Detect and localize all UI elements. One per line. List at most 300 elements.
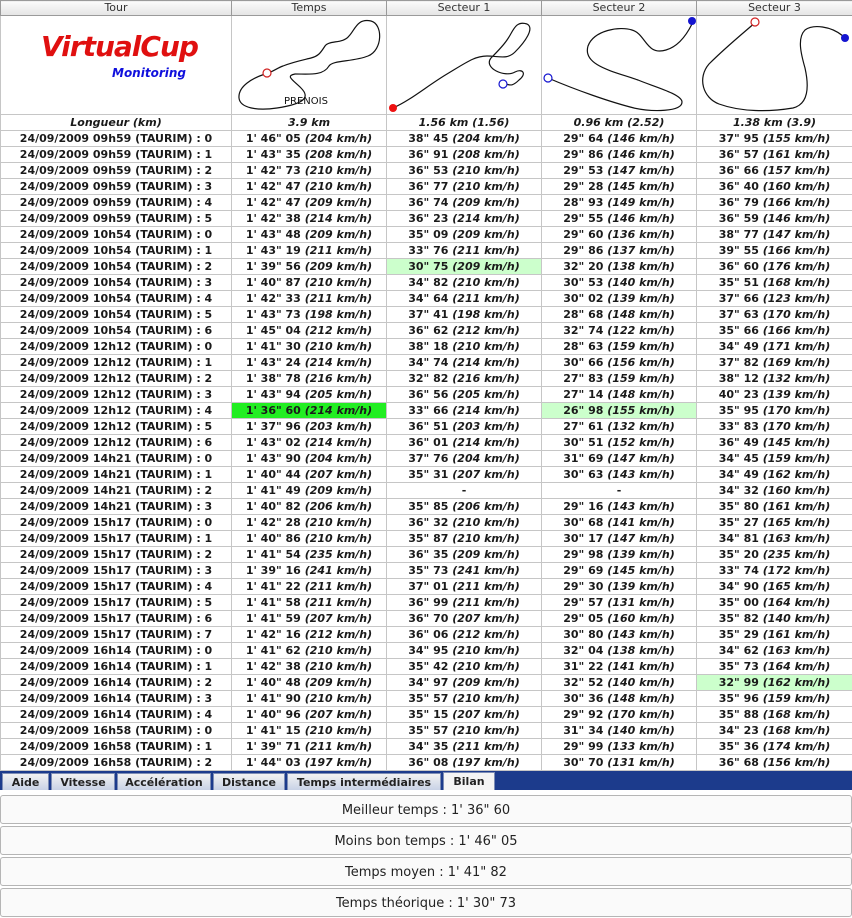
table-row[interactable]: [1, 643, 852, 659]
sector-1-time: [387, 307, 542, 323]
sector-1-time-value: 34" 97: [408, 676, 448, 689]
lap-time: [232, 691, 387, 707]
lap-label-value: 24/09/2009 14h21 (TAURIM) : 2: [20, 484, 212, 497]
lap-time: [232, 275, 387, 291]
lap-time-value: 1' 40" 96: [246, 708, 301, 721]
sector-2-time-speed: (146 km/h): [607, 148, 674, 161]
table-row[interactable]: [1, 387, 852, 403]
column-header-sector-3[interactable]: Secteur 3: [697, 1, 852, 16]
lap-label-value: 24/09/2009 09h59 (TAURIM) : 2: [20, 164, 212, 177]
table-row[interactable]: [1, 131, 852, 147]
sector-3-time: [697, 643, 852, 659]
sector-2-time-speed: (139 km/h): [607, 292, 674, 305]
sector-2-time: [542, 739, 697, 755]
table-row[interactable]: [1, 499, 852, 515]
sector-3-time: [697, 531, 852, 547]
sector-2-time-value: 30" 70: [563, 756, 603, 769]
sector-1-time-value: 38" 45: [408, 132, 448, 145]
sector-3-time: [697, 371, 852, 387]
lap-time-value: 1' 44" 03: [246, 756, 301, 769]
sector-2-time: [542, 595, 697, 611]
sector-1-time-value: 37" 76: [408, 452, 448, 465]
sector-3-time-speed: (168 km/h): [763, 724, 830, 737]
sector-2-time-speed: (159 km/h): [607, 372, 674, 385]
sector-1-time-value: 36" 62: [408, 324, 448, 337]
sector-3-time-speed: (164 km/h): [763, 660, 830, 673]
table-row[interactable]: [1, 195, 852, 211]
sector-2-time: [542, 355, 697, 371]
sector-2-time-speed: (147 km/h): [607, 452, 674, 465]
table-row[interactable]: [1, 547, 852, 563]
table-row[interactable]: [1, 323, 852, 339]
tab-acceleration[interactable]: Accélération: [117, 773, 211, 790]
sector-3-time: [697, 163, 852, 179]
sector-1-time-speed: (210 km/h): [452, 180, 519, 193]
table-row[interactable]: [1, 163, 852, 179]
lap-label-value: 24/09/2009 14h21 (TAURIM) : 0: [20, 452, 212, 465]
sector-2-time: [542, 515, 697, 531]
sector-3-time-value: 37" 66: [719, 292, 759, 305]
table-row[interactable]: [1, 707, 852, 723]
summary-average-time: Temps moyen : 1' 41" 82: [0, 857, 852, 886]
lap-label: [1, 467, 232, 483]
lap-time-speed: (211 km/h): [305, 596, 372, 609]
sector-2-time-speed: (156 km/h): [607, 356, 674, 369]
sector-3-time: [697, 227, 852, 243]
table-row[interactable]: [1, 307, 852, 323]
lap-label-value: 24/09/2009 15h17 (TAURIM) : 6: [20, 612, 212, 625]
sector-3-time-value: 34" 23: [719, 724, 759, 737]
sector-2-time-value: 32" 74: [563, 324, 603, 337]
sector-1-time-speed: (209 km/h): [452, 548, 519, 561]
sector-2-time-value: 30" 53: [563, 276, 603, 289]
sector-2-time: [542, 195, 697, 211]
table-row[interactable]: [1, 419, 852, 435]
sector-2-time-speed: (140 km/h): [607, 276, 674, 289]
sector-2-time-speed: (147 km/h): [607, 532, 674, 545]
sector-3-time-value: 35" 88: [719, 708, 759, 721]
table-row[interactable]: [1, 659, 852, 675]
sector-3-time: [697, 563, 852, 579]
sector-2-time: [542, 323, 697, 339]
table-row[interactable]: [1, 147, 852, 163]
table-row[interactable]: [1, 275, 852, 291]
sector-2-time: [542, 611, 697, 627]
lap-label: [1, 435, 232, 451]
table-row[interactable]: [1, 595, 852, 611]
sector-1-time-value: 35" 57: [408, 724, 448, 737]
sector-2-time: [542, 307, 697, 323]
lap-label: [1, 275, 232, 291]
lap-time-speed: (210 km/h): [305, 532, 372, 545]
lap-time-speed: (210 km/h): [305, 276, 372, 289]
table-row[interactable]: [1, 259, 852, 275]
sector-2-time-value: 29" 53: [563, 164, 603, 177]
sector-3-time: [697, 739, 852, 755]
table-row[interactable]: [1, 435, 852, 451]
table-row[interactable]: [1, 611, 852, 627]
lap-time: [232, 371, 387, 387]
sector-3-time-value: 35" 27: [719, 516, 759, 529]
lap-time: [232, 131, 387, 147]
table-row[interactable]: [1, 627, 852, 643]
table-row[interactable]: [1, 723, 852, 739]
tab-bilan[interactable]: Bilan: [443, 772, 495, 790]
sector-1-time: [387, 563, 542, 579]
lap-time-value: 1' 43" 24: [246, 356, 301, 369]
table-row[interactable]: [1, 691, 852, 707]
sector-1-time: [387, 339, 542, 355]
lap-label: [1, 531, 232, 547]
lap-label: [1, 483, 232, 499]
sector-3-time: [697, 355, 852, 371]
lap-time: [232, 611, 387, 627]
sector-1-time: [387, 579, 542, 595]
sector-1-time-speed: (211 km/h): [452, 596, 519, 609]
sector-1-time-value: 36" 51: [408, 420, 448, 433]
lap-time-speed: (210 km/h): [305, 340, 372, 353]
table-row[interactable]: [1, 515, 852, 531]
sector-2-time-value: 29" 28: [563, 180, 603, 193]
table-row[interactable]: [1, 483, 852, 499]
sector-2-time-speed: (143 km/h): [607, 500, 674, 513]
table-row[interactable]: [1, 291, 852, 307]
sector-2-time-value: 30" 66: [563, 356, 603, 369]
lap-label-value: 24/09/2009 10h54 (TAURIM) : 6: [20, 324, 212, 337]
table-row[interactable]: [1, 355, 852, 371]
sector-3-time-value: 34" 90: [719, 580, 759, 593]
lap-label: [1, 451, 232, 467]
lap-time-speed: (207 km/h): [305, 612, 372, 625]
sector-2-time-value: 29" 98: [563, 548, 603, 561]
table-row[interactable]: [1, 179, 852, 195]
lap-time: [232, 483, 387, 499]
lap-label-value: 24/09/2009 15h17 (TAURIM) : 5: [20, 596, 212, 609]
sector-3-time-speed: (140 km/h): [763, 612, 830, 625]
sector-2-time: [542, 131, 697, 147]
lap-time-value: 1' 40" 48: [246, 676, 301, 689]
table-row[interactable]: [1, 243, 852, 259]
sector-2-time-speed: (160 km/h): [607, 612, 674, 625]
length-row: [1, 115, 852, 131]
sector-2-time-speed: (147 km/h): [607, 164, 674, 177]
lap-label: [1, 563, 232, 579]
lap-time: [232, 259, 387, 275]
lap-label-value: 24/09/2009 12h12 (TAURIM) : 6: [20, 436, 212, 449]
sector-3-time: [697, 275, 852, 291]
sector-1-time: [387, 739, 542, 755]
sector-2-time-speed: (155 km/h): [607, 404, 674, 417]
sector-1-time-speed: (207 km/h): [452, 468, 519, 481]
sector-2-time-value: 32" 52: [563, 676, 603, 689]
lap-label-value: 24/09/2009 16h14 (TAURIM) : 2: [20, 676, 212, 689]
sector-2-time-speed: (141 km/h): [607, 516, 674, 529]
sector-3-time: [697, 675, 852, 691]
lap-label: [1, 659, 232, 675]
sector-1-time-speed: (214 km/h): [452, 356, 519, 369]
sector-1-time-speed: (210 km/h): [452, 724, 519, 737]
sector-1-time: [387, 243, 542, 259]
lap-label: [1, 243, 232, 259]
sector-1-time: [387, 483, 542, 499]
sector-1-time-value: 34" 35: [408, 740, 448, 753]
lap-time-speed: (211 km/h): [305, 244, 372, 257]
sector-3-time-value: 32" 99: [719, 676, 759, 689]
lap-time-value: 1' 41" 62: [246, 644, 301, 657]
sector-3-time-speed: (147 km/h): [763, 228, 830, 241]
sector-3-time-value: 34" 49: [719, 340, 759, 353]
sector-2-time-speed: (139 km/h): [607, 580, 674, 593]
lap-time: [232, 755, 387, 771]
lap-time: [232, 211, 387, 227]
lap-label-value: 24/09/2009 09h59 (TAURIM) : 3: [20, 180, 212, 193]
sector-3-time: [697, 131, 852, 147]
sector-1-time-speed: (209 km/h): [452, 196, 519, 209]
sector-2-time-speed: (143 km/h): [607, 468, 674, 481]
sector-2-time-speed: (149 km/h): [607, 196, 674, 209]
lap-label-value: 24/09/2009 10h54 (TAURIM) : 2: [20, 260, 212, 273]
sector-2-time-speed: (137 km/h): [607, 244, 674, 257]
lap-time-value: 1' 42" 28: [246, 516, 301, 529]
sector-2-time: [542, 707, 697, 723]
sector-3-time-value: 37" 82: [719, 356, 759, 369]
lap-time: [232, 227, 387, 243]
table-row[interactable]: [1, 675, 852, 691]
sector-3-time-speed: (170 km/h): [763, 308, 830, 321]
sector-2-time-value: 29" 16: [563, 500, 603, 513]
tab-vitesse[interactable]: Vitesse: [51, 773, 115, 790]
lap-time: [232, 339, 387, 355]
column-header-sector-2[interactable]: Secteur 2: [542, 1, 697, 16]
lap-label-value: 24/09/2009 15h17 (TAURIM) : 1: [20, 532, 212, 545]
sector-2-time-value: 32" 04: [563, 644, 603, 657]
sector-1-time: [387, 147, 542, 163]
lap-label: [1, 675, 232, 691]
lap-time-speed: (210 km/h): [305, 644, 372, 657]
sector-2-time: [542, 403, 697, 419]
table-row[interactable]: [1, 227, 852, 243]
sector-3-time-value: 36" 60: [719, 260, 759, 273]
sector-3-time-speed: (176 km/h): [763, 260, 830, 273]
sector-1-time: [387, 467, 542, 483]
lap-time-speed: (210 km/h): [305, 660, 372, 673]
lap-label: [1, 707, 232, 723]
lap-time-speed: (214 km/h): [305, 436, 372, 449]
sector-2-time: [542, 179, 697, 195]
sector-1-time: [387, 291, 542, 307]
table-row[interactable]: [1, 451, 852, 467]
lap-time: [232, 323, 387, 339]
sector-2-time-speed: (140 km/h): [607, 676, 674, 689]
table-header-row: [1, 1, 852, 16]
track-map-sector-2-cell: [542, 16, 697, 115]
sector-1-time: [387, 611, 542, 627]
lap-time-value: 1' 46" 05: [246, 132, 301, 145]
lap-time-speed: (207 km/h): [305, 468, 372, 481]
lap-label: [1, 595, 232, 611]
sector-1-time-value: 35" 85: [408, 500, 448, 513]
sector-1-time: [387, 195, 542, 211]
lap-time-speed: (214 km/h): [305, 356, 372, 369]
lap-label-value: 24/09/2009 14h21 (TAURIM) : 1: [20, 468, 212, 481]
sector-3-time: [697, 259, 852, 275]
sector-3-time: [697, 339, 852, 355]
sector-3-time: [697, 659, 852, 675]
lap-label: [1, 227, 232, 243]
sector-3-time-value: 35" 95: [719, 404, 759, 417]
sector-2-time-speed: (145 km/h): [607, 180, 674, 193]
table-row[interactable]: [1, 403, 852, 419]
sector-1-time-value: 38" 18: [408, 340, 448, 353]
sector-1-time-value: 35" 57: [408, 692, 448, 705]
lap-label: [1, 259, 232, 275]
sector-1-time-value: 36" 35: [408, 548, 448, 561]
lap-time-speed: (207 km/h): [305, 708, 372, 721]
sector-2-time: [542, 371, 697, 387]
lap-time: [232, 547, 387, 563]
lap-label-value: 24/09/2009 16h58 (TAURIM) : 1: [20, 740, 212, 753]
sector-3-time: [697, 515, 852, 531]
sector-1-time-speed: (210 km/h): [452, 164, 519, 177]
lap-label-value: 24/09/2009 16h14 (TAURIM) : 0: [20, 644, 212, 657]
lap-time-value: 1' 42" 38: [246, 660, 301, 673]
sector-1-time-speed: (207 km/h): [452, 612, 519, 625]
lap-time-value: 1' 45" 04: [246, 324, 301, 337]
sector-2-time-value: 31" 22: [563, 660, 603, 673]
sector-3-time-speed: (160 km/h): [763, 180, 830, 193]
table-row[interactable]: [1, 563, 852, 579]
column-header-lap[interactable]: Tour: [1, 1, 232, 16]
sector-3-time-speed: (165 km/h): [763, 516, 830, 529]
lap-label-value: 24/09/2009 09h59 (TAURIM) : 0: [20, 132, 212, 145]
track-map-sector-1-icon: [387, 16, 542, 114]
lap-time-value: 1' 41" 30: [246, 340, 301, 353]
sector-3-time-speed: (161 km/h): [763, 148, 830, 161]
sector-2-time: [542, 451, 697, 467]
lap-time-value: 1' 43" 94: [246, 388, 301, 401]
sector-1-time-value: 36" 32: [408, 516, 448, 529]
sector-1-time-value: 36" 06: [408, 628, 448, 641]
sector-1-time-speed: (210 km/h): [452, 276, 519, 289]
sector-1-time: [387, 515, 542, 531]
lap-time-value: 1' 41" 15: [246, 724, 301, 737]
table-row[interactable]: [1, 579, 852, 595]
lap-time-value: 1' 39" 56: [246, 260, 301, 273]
lap-time: [232, 627, 387, 643]
sector-2-time-value: 29" 86: [563, 148, 603, 161]
lap-time-value: 1' 42" 47: [246, 180, 301, 193]
tab-aide[interactable]: Aide: [2, 773, 49, 790]
lap-label: [1, 515, 232, 531]
sector-3-time-speed: (165 km/h): [763, 580, 830, 593]
sector-2-time: [542, 435, 697, 451]
table-row[interactable]: [1, 467, 852, 483]
sector-3-time-speed: (168 km/h): [763, 708, 830, 721]
sector-3-time-speed: (132 km/h): [763, 372, 830, 385]
length-sector-1: 1.56 km (1.56): [387, 115, 542, 131]
sector-3-time-speed: (166 km/h): [763, 324, 830, 337]
sector-1-time-speed: (211 km/h): [452, 580, 519, 593]
lap-label: [1, 627, 232, 643]
sector-3-time-value: 36" 49: [719, 436, 759, 449]
sector-1-time-value: 33" 76: [408, 244, 448, 257]
table-row[interactable]: [1, 211, 852, 227]
lap-time-value: 1' 41" 90: [246, 692, 301, 705]
sector-1-time-speed: (214 km/h): [452, 212, 519, 225]
lap-label-value: 24/09/2009 12h12 (TAURIM) : 3: [20, 388, 212, 401]
lap-label: [1, 723, 232, 739]
sector-3-time: [697, 435, 852, 451]
sector-1-time-speed: (211 km/h): [452, 740, 519, 753]
sector-2-time-value: 26" 98: [563, 404, 603, 417]
table-row[interactable]: [1, 371, 852, 387]
sector-1-time-speed: (210 km/h): [452, 516, 519, 529]
sector-2-time: [542, 467, 697, 483]
lap-label-value: 24/09/2009 10h54 (TAURIM) : 5: [20, 308, 212, 321]
sector-1-time: [387, 755, 542, 771]
sector-1-time-speed: (207 km/h): [452, 708, 519, 721]
sector-2-time-value: 31" 69: [563, 452, 603, 465]
lap-time-speed: (211 km/h): [305, 292, 372, 305]
sector-3-time-speed: (146 km/h): [763, 212, 830, 225]
column-header-sector-1[interactable]: Secteur 1: [387, 1, 542, 16]
sector-3-time: [697, 387, 852, 403]
sector-1-time-speed: (212 km/h): [452, 628, 519, 641]
sector-1-time: [387, 643, 542, 659]
tab-temps-intermediaires[interactable]: Temps intermédiaires: [287, 773, 441, 790]
lap-time: [232, 403, 387, 419]
sector-2-time-value: 27" 14: [563, 388, 603, 401]
track-image-row: [1, 16, 852, 115]
sector-2-time: [542, 643, 697, 659]
lap-time-speed: (235 km/h): [305, 548, 372, 561]
sector-1-time: [387, 179, 542, 195]
table-row[interactable]: [1, 755, 852, 771]
sector-3-time-value: 35" 96: [719, 692, 759, 705]
lap-label: [1, 691, 232, 707]
sector-1-time-value: 36" 53: [408, 164, 448, 177]
sector-3-time: [697, 499, 852, 515]
tab-distance[interactable]: Distance: [213, 773, 285, 790]
lap-time: [232, 467, 387, 483]
sector-1-time-value: 37" 41: [408, 308, 448, 321]
lap-time: [232, 179, 387, 195]
sector-1-time: [387, 227, 542, 243]
column-header-time[interactable]: Temps: [232, 1, 387, 16]
sector-1-time-speed: (204 km/h): [452, 132, 519, 145]
lap-time-speed: (209 km/h): [305, 676, 372, 689]
summary-worst-time: Moins bon temps : 1' 46" 05: [0, 826, 852, 855]
lap-label: [1, 643, 232, 659]
sector-1-time: [387, 595, 542, 611]
sector-1-time-value: 36" 77: [408, 180, 448, 193]
lap-label: [1, 371, 232, 387]
sector-3-time: [697, 547, 852, 563]
sector-3-time-speed: (174 km/h): [763, 740, 830, 753]
sector-2-time-value: 30" 68: [563, 516, 603, 529]
table-row[interactable]: [1, 339, 852, 355]
sector-3-time: [697, 195, 852, 211]
table-row[interactable]: [1, 739, 852, 755]
logo-subtitle: Monitoring: [112, 66, 186, 80]
sector-3-time: [697, 451, 852, 467]
table-row[interactable]: [1, 531, 852, 547]
sector-3-time-value: 36" 40: [719, 180, 759, 193]
sector-3-time-value: 35" 00: [719, 596, 759, 609]
sector-1-time-value: 34" 74: [408, 356, 448, 369]
sector-1-time-speed: (198 km/h): [452, 308, 519, 321]
sector-3-time-speed: (163 km/h): [763, 532, 830, 545]
